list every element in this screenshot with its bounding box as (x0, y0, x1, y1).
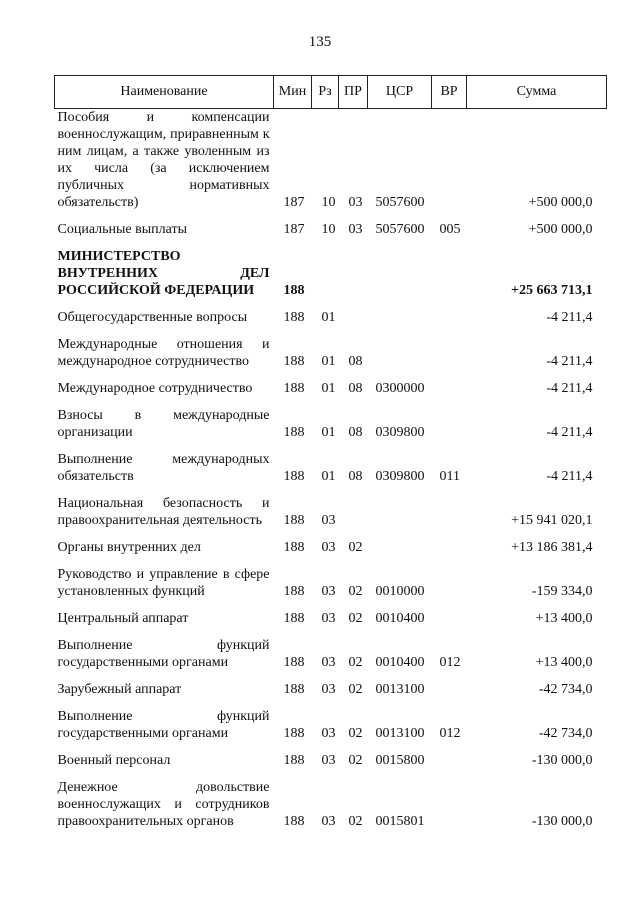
row-csr (368, 331, 432, 375)
table-row (55, 703, 607, 747)
row-sum: -130 000,0 (531, 814, 593, 829)
row-min: 188 (283, 611, 305, 626)
row-vr: 005 (439, 222, 461, 237)
row-pr: 02 (348, 726, 363, 741)
table-row (55, 331, 607, 375)
header-name: Наименование (55, 76, 274, 109)
row-pr: 08 (348, 469, 363, 484)
header-pr: ПР (339, 76, 368, 109)
row-sum: +25 663 713,1 (511, 283, 593, 298)
table-row (55, 676, 607, 703)
row-sum: +13 400,0 (535, 611, 593, 626)
row-csr: 0010000 (375, 584, 425, 599)
row-sum: -130 000,0 (531, 753, 593, 768)
row-vr: 012 (439, 726, 461, 741)
row-vr (432, 747, 467, 774)
row-name: Выполнение функций государственными органами (57, 638, 270, 670)
row-pr: 02 (348, 682, 363, 697)
row-vr (432, 402, 467, 446)
row-vr: 012 (439, 655, 461, 670)
row-name: Центральный аппарат (57, 611, 189, 626)
row-name: Руководство и управление в сфере установленных функций (57, 567, 270, 599)
page-number: 135 (308, 34, 332, 50)
row-name: Международные отношения и международное сотрудничество (57, 337, 270, 369)
row-pr: 02 (348, 611, 363, 626)
table-row (55, 774, 607, 835)
row-name: Общегосударственные вопросы (57, 310, 248, 325)
row-sum: +500 000,0 (528, 222, 593, 237)
row-sum: -4 211,4 (546, 310, 593, 325)
table-row (55, 534, 607, 561)
budget-table (54, 75, 607, 835)
row-rz: 10 (321, 222, 336, 237)
row-rz: 03 (321, 726, 336, 741)
header-csr: ЦСР (368, 76, 432, 109)
row-name: Взносы в международные организации (57, 408, 270, 440)
header-sum: Сумма (467, 76, 607, 109)
row-csr (368, 534, 432, 561)
row-rz: 03 (321, 682, 336, 697)
header-min: Мин (274, 76, 312, 109)
row-csr: 0013100 (375, 726, 425, 741)
row-min: 188 (283, 753, 305, 768)
row-name: Зарубежный аппарат (57, 682, 182, 697)
row-pr (339, 490, 368, 534)
row-vr (432, 561, 467, 605)
row-name: Выполнение международных обязательств (57, 452, 270, 484)
row-csr: 5057600 (375, 195, 425, 210)
row-csr: 0015800 (375, 753, 425, 768)
row-csr: 0309800 (375, 425, 425, 440)
row-vr (432, 243, 467, 304)
row-vr (432, 774, 467, 835)
row-csr (368, 304, 432, 331)
table-row (55, 304, 607, 331)
row-pr: 08 (348, 354, 363, 369)
table-row (55, 402, 607, 446)
row-csr (368, 243, 432, 304)
row-pr: 02 (348, 584, 363, 599)
row-vr: 011 (439, 469, 460, 484)
row-rz: 03 (321, 611, 336, 626)
row-min: 188 (283, 381, 305, 396)
table-body (55, 109, 607, 836)
row-csr: 0309800 (375, 469, 425, 484)
table-row (55, 109, 607, 217)
row-sum: -4 211,4 (546, 425, 593, 440)
table-row (55, 446, 607, 490)
row-csr (368, 490, 432, 534)
row-rz: 01 (321, 381, 336, 396)
table-row (55, 375, 607, 402)
row-min: 187 (283, 195, 305, 210)
row-sum: +15 941 020,1 (511, 513, 593, 528)
table-row (55, 561, 607, 605)
row-pr (339, 304, 368, 331)
row-csr: 0010400 (375, 655, 425, 670)
row-pr (339, 243, 368, 304)
row-name: Международное сотрудничество (57, 381, 253, 396)
row-min: 188 (283, 726, 305, 741)
row-vr (432, 676, 467, 703)
table-row (55, 216, 607, 243)
row-rz (312, 243, 339, 304)
row-csr: 0300000 (375, 381, 425, 396)
row-sum: -42 734,0 (538, 682, 593, 697)
row-sum: +13 400,0 (535, 655, 593, 670)
row-sum: -4 211,4 (546, 354, 593, 369)
row-sum: -42 734,0 (538, 726, 593, 741)
row-pr: 03 (348, 195, 363, 210)
row-rz: 03 (321, 540, 336, 555)
row-rz: 01 (321, 425, 336, 440)
row-sum: +500 000,0 (528, 195, 593, 210)
row-sum: -159 334,0 (531, 584, 593, 599)
row-min: 188 (283, 425, 305, 440)
table-row (55, 605, 607, 632)
row-min: 188 (283, 310, 305, 325)
row-name: МИНИСТЕРСТВО ВНУТРЕННИХ ДЕЛ РОССИЙСКОЙ ФЕДЕРАЦИИ (57, 249, 270, 298)
row-sum: -4 211,4 (546, 381, 593, 396)
row-pr: 08 (348, 381, 363, 396)
row-csr: 5057600 (375, 222, 425, 237)
row-pr: 02 (348, 655, 363, 670)
row-vr (432, 375, 467, 402)
header-vr: ВР (432, 76, 467, 109)
row-rz: 03 (321, 584, 336, 599)
row-min: 188 (283, 655, 305, 670)
row-pr: 02 (348, 814, 363, 829)
row-vr (432, 490, 467, 534)
row-min: 187 (283, 222, 305, 237)
row-min: 188 (283, 814, 305, 829)
row-pr: 02 (348, 540, 363, 555)
row-min: 188 (283, 540, 305, 555)
table-header-row (55, 76, 607, 109)
table-row (55, 747, 607, 774)
row-rz: 01 (321, 310, 336, 325)
row-rz: 10 (321, 195, 336, 210)
row-name: Денежное довольствие военнослужащих и сотрудников правоохранительных органов (57, 780, 270, 829)
row-name: Военный персонал (57, 753, 171, 768)
row-rz: 03 (321, 753, 336, 768)
row-csr: 0013100 (375, 682, 425, 697)
row-name: Социальные выплаты (57, 222, 188, 237)
row-csr: 0010400 (375, 611, 425, 626)
row-rz: 03 (321, 655, 336, 670)
row-name: Пособия и компенсации военнослужащим, приравненным к ним лицам, а также уволенным из их числа (за исключением публичных нормативных обязательств) (57, 110, 270, 210)
row-sum: -4 211,4 (546, 469, 593, 484)
row-vr (432, 605, 467, 632)
row-pr: 02 (348, 753, 363, 768)
row-rz: 03 (321, 513, 336, 528)
row-vr (432, 304, 467, 331)
row-vr (432, 109, 467, 217)
table-row (55, 243, 607, 304)
row-min: 188 (283, 469, 305, 484)
table-row (55, 490, 607, 534)
row-min: 188 (283, 682, 305, 697)
row-min: 188 (283, 283, 305, 298)
row-csr: 0015801 (375, 814, 425, 829)
row-pr: 08 (348, 425, 363, 440)
row-name: Выполнение функций государственными органами (57, 709, 270, 741)
row-min: 188 (283, 513, 305, 528)
row-vr (432, 331, 467, 375)
row-vr (432, 534, 467, 561)
row-name: Национальная безопасность и правоохранительная деятельность (57, 496, 270, 528)
row-rz: 03 (321, 814, 336, 829)
row-sum: +13 186 381,4 (511, 540, 593, 555)
row-pr: 03 (348, 222, 363, 237)
table-row (55, 632, 607, 676)
row-rz: 01 (321, 469, 336, 484)
row-rz: 01 (321, 354, 336, 369)
header-rz: Рз (312, 76, 339, 109)
row-min: 188 (283, 354, 305, 369)
row-min: 188 (283, 584, 305, 599)
row-name: Органы внутренних дел (57, 540, 201, 555)
